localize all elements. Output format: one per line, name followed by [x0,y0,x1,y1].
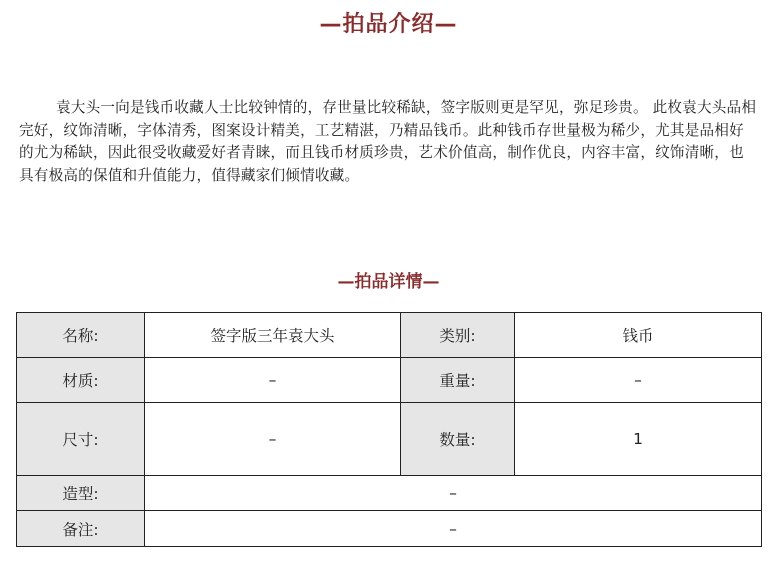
material-label: 材质: [17,358,145,403]
intro-heading: —拍品介绍— [319,12,458,37]
weight-label: 重量: [401,358,515,403]
name-label: 名称: [17,313,145,358]
table-row [17,313,762,358]
material-value: – [145,358,401,403]
size-value: – [145,403,401,476]
shape-value: – [145,476,762,511]
quantity-label: 数量: [401,403,515,476]
table-row [17,511,762,547]
table-row [17,476,762,511]
name-value: 签字版三年袁大头 [145,313,401,358]
size-label: 尺寸: [17,403,145,476]
weight-value: – [515,358,762,403]
table-row [17,358,762,403]
details-heading: —拍品详情— [337,272,440,292]
remarks-value: – [145,511,762,547]
remarks-label: 备注: [17,511,145,547]
category-label: 类别: [401,313,515,358]
quantity-value: 1 [515,403,762,476]
details-table [16,312,762,547]
table-row [17,403,762,476]
intro-paragraph: 袁大头一向是钱币收藏人士比较钟情的，存世量比较稀缺，签字版则更是罕见，弥足珍贵。 此枚袁大头品相完好，纹饰清晰，字体清秀，图案设计精美，工艺精湛，乃精品钱币。此种钱币存世量极为稀少，尤其是品相好的尤为稀缺，因此很受收藏爱好者青睐，而且钱币材质珍贵，艺术价值高，制作优良，内容丰富，纹饰清晰，也具有极高的保值和升值能力，值得藏家们倾情收藏。 [19,99,757,184]
shape-label: 造型: [17,476,145,511]
category-value: 钱币 [515,313,762,358]
